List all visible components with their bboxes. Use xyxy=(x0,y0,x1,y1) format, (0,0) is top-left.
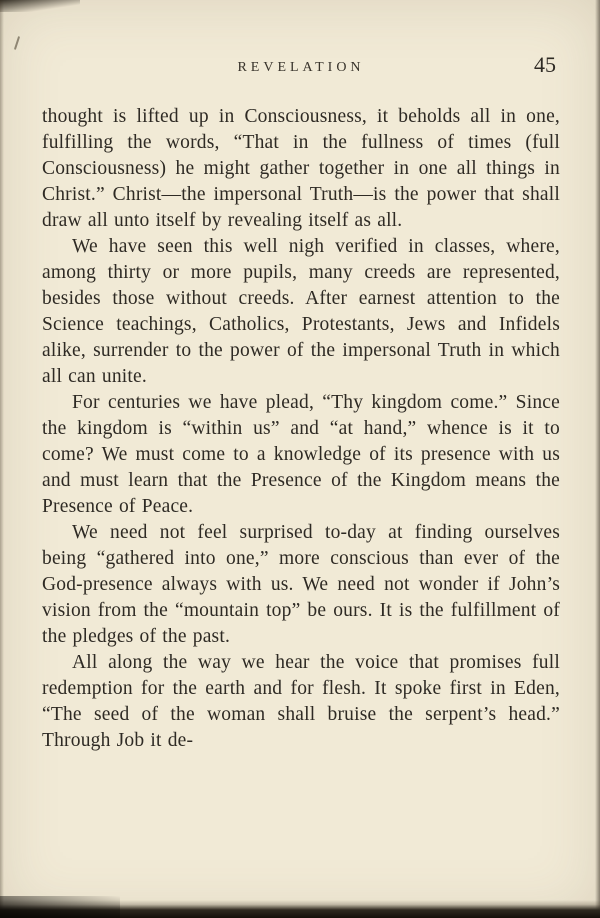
paragraph: We need not feel surprised to-day at finding ourselves being “gathered into one,” more conscious than ever of the God-presence always with us. We need not wonder if John’s vision from the “mountain top” be ours. It is the fulfillment of the pledges of the past. xyxy=(42,522,560,647)
scan-edge-left xyxy=(0,0,4,918)
running-header xyxy=(42,52,560,86)
paragraph: We have seen this well nigh verified in classes, where, among thirty or more pupils, many creeds are represented, besides those without creeds. After earnest attention to the Science teachings, Catholics, Protestants, Jews and Infidels alike, surrender to the power of the impersonal Truth in which all can unite. xyxy=(42,236,560,387)
paragraph: All along the way we hear the voice that promises full redemption for the earth and for flesh. It spoke first in Eden, “The seed of the woman shall bruise the serpent’s head.” Through Job it de- xyxy=(42,652,560,751)
scan-edge-bottom-corner xyxy=(0,896,120,918)
page-number: 45 xyxy=(534,52,556,77)
paragraph: thought is lifted up in Consciousness, it beholds all in one, fulfilling the words, “That in the fullness of times (full Consciousness) he might gather together in one all things in Christ.” Christ—the impersonal Truth—is the power that shall draw all unto itself by revealing itself as all. xyxy=(42,106,560,231)
running-header-title: REVELATION xyxy=(237,60,365,75)
paragraph: For centuries we have plead, “Thy kingdom come.” Since the kingdom is “within us” and “at hand,” whence is it to come? We must come to a knowledge of its presence with us and must learn that the Presence of the Kingdom means the Presence of Peace. xyxy=(42,392,560,517)
body-text xyxy=(42,104,560,754)
scan-edge-right xyxy=(595,0,600,918)
